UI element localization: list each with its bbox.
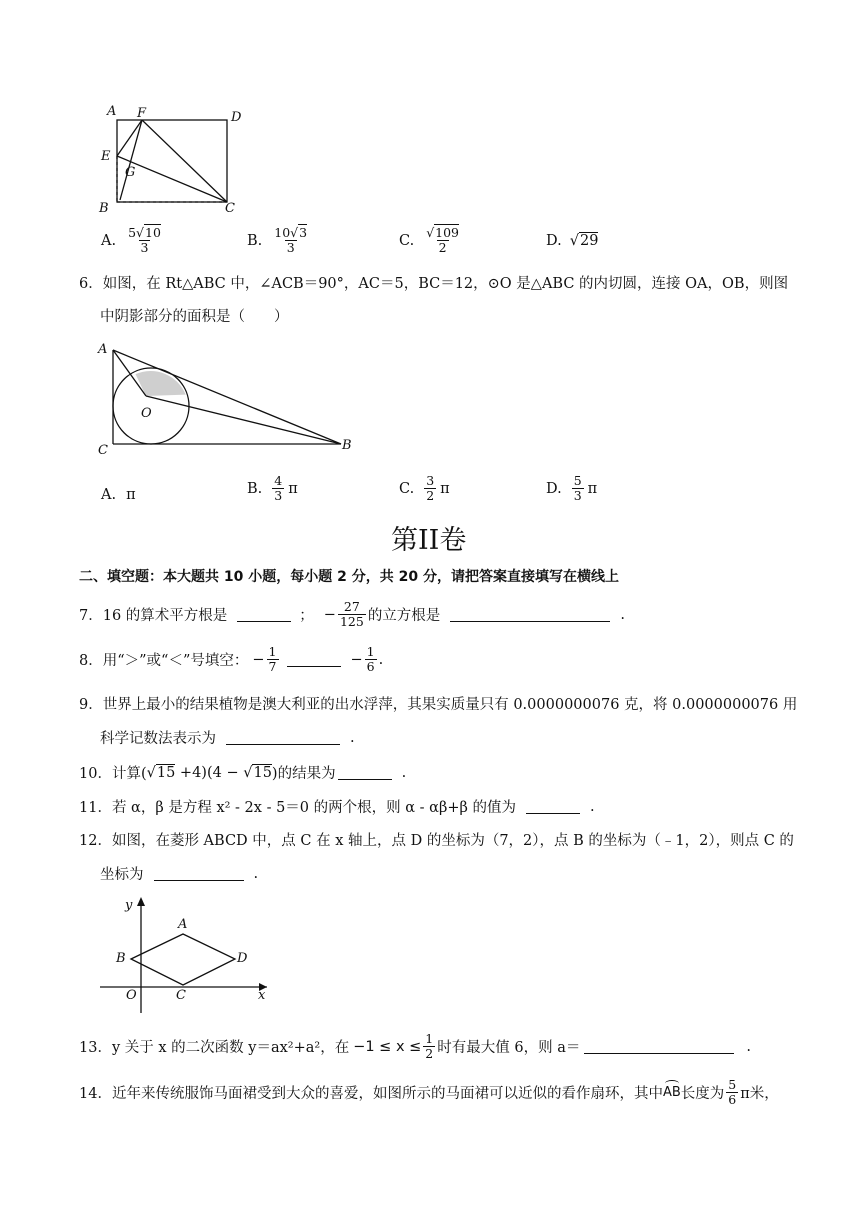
denominator: 3	[573, 488, 582, 504]
denominator: 2	[426, 488, 435, 504]
q14-text-a: 14．近年来传统服饰马面裙受到大众的喜爱，如图所示的马面裙可以近似的看作扇环，其中	[79, 1086, 663, 1103]
q13	[79, 1032, 751, 1062]
q5-option-a	[101, 226, 165, 256]
q5-label-D: D	[231, 110, 242, 125]
q9-line2	[100, 727, 355, 748]
numerator: 5	[573, 473, 582, 488]
q7-text-c: 的立方根是	[367, 608, 441, 625]
q11-blank[interactable]	[526, 799, 580, 814]
q6-option-a	[101, 487, 136, 503]
q10-text-a: 10．计算(	[79, 766, 147, 782]
period: .	[350, 729, 355, 746]
denominator: 3	[286, 240, 295, 256]
fraction	[423, 1032, 435, 1062]
q12-label-C: C	[176, 988, 186, 1003]
q14-text-c: π米，	[740, 1086, 779, 1103]
denominator: 3	[140, 240, 149, 256]
fraction	[272, 474, 284, 504]
radicand: 15	[156, 764, 176, 781]
option-letter: C.	[399, 480, 415, 497]
denominator: 6	[366, 659, 375, 675]
q10-blank[interactable]	[338, 765, 392, 780]
q11-text: 11．若 α，β 是方程 x² - 2x - 5＝0 的两个根，则 α - αβ+β 的值为	[79, 800, 516, 816]
minus-sign: −	[350, 651, 363, 668]
numerator: 5	[728, 1077, 737, 1092]
option-value: π	[126, 487, 136, 503]
inequality: −1 ≤ x ≤	[353, 1038, 422, 1055]
q6-line1: 6．如图，在 Rt△ABC 中，∠ACB＝90°，AC＝5，BC＝12，⊙O 是△ABC 的内切圆，连接 OA，OB，则图	[79, 276, 789, 292]
numerator: 1	[425, 1031, 434, 1046]
fraction	[424, 474, 436, 504]
q7-blank-1[interactable]	[237, 607, 291, 622]
q6-label-B: B	[342, 438, 352, 453]
radicand: 29	[579, 233, 599, 249]
q12-label-y: y	[125, 898, 133, 913]
q5-label-F: F	[137, 106, 147, 121]
q8-text-a: 8．用“＞”或“＜”号填空：	[79, 653, 249, 670]
option-letter: D.	[546, 480, 562, 497]
option-letter: A.	[101, 232, 117, 249]
radicand: 10	[145, 225, 161, 240]
q7-text-a: 7．16 的算术平方根是	[79, 608, 228, 625]
q5-label-B: B	[99, 201, 109, 216]
q12-label-O: O	[126, 988, 137, 1003]
q7-blank-2[interactable]	[450, 607, 610, 622]
q5-label-G: G	[125, 165, 136, 180]
q12-line2	[100, 863, 258, 884]
denominator: 3	[274, 488, 283, 504]
period: .	[378, 651, 384, 668]
q6-label-C: C	[98, 443, 108, 458]
numerator: 1	[366, 644, 375, 659]
q8	[79, 645, 383, 675]
option-letter: B.	[247, 232, 263, 249]
q6-figure	[95, 340, 365, 460]
fraction	[267, 645, 279, 675]
radicand: 109	[435, 225, 460, 240]
pi-symbol: π	[288, 480, 298, 497]
q7	[79, 600, 625, 630]
arc-label: AB	[662, 1085, 681, 1101]
q11	[79, 796, 595, 817]
q13-text-a: 13．y 关于 x 的二次函数 y＝ax²+a²，在	[79, 1040, 350, 1057]
coefficient: 10	[274, 225, 291, 240]
numerator: 3	[426, 473, 435, 488]
q13-blank[interactable]	[584, 1039, 734, 1054]
q10: 10．计算( √15 +4)(4 − √15 )的结果为 .	[79, 762, 406, 783]
fraction: $\frac{10√3}{3}$	[274, 225, 308, 256]
fraction	[572, 474, 584, 504]
option-letter: B.	[247, 480, 263, 497]
q6-line2: 中阴影部分的面积是（ ）	[100, 309, 289, 325]
q6-option-c	[399, 474, 450, 504]
fraction: $\frac{√109}{2}$	[426, 225, 460, 256]
section2-header: 二、填空题：本大题共 10 小题，每小题 2 分，共 20 分，请把答案直接填写在横线上	[79, 569, 619, 585]
q9-blank[interactable]	[226, 730, 340, 745]
arc-mark-icon	[665, 1080, 679, 1087]
q12-blank[interactable]	[154, 866, 244, 881]
q8-blank[interactable]	[287, 652, 341, 667]
q6-option-d	[546, 474, 597, 504]
fraction	[726, 1078, 738, 1108]
q12-text: 坐标为	[100, 867, 144, 883]
q7-text-b: ；	[299, 608, 314, 625]
minus-sign: −	[323, 606, 336, 623]
numerator: 1	[268, 644, 277, 659]
radicand: 3	[299, 225, 308, 240]
q12-label-B: B	[116, 951, 126, 966]
q5-label-E: E	[101, 149, 111, 164]
q10-text-b: +4)(4 −	[175, 764, 244, 781]
option-letter: A.	[101, 487, 117, 503]
q13-text-b: 时有最大值 6，则 a＝	[437, 1040, 581, 1057]
q12-label-D: D	[237, 951, 248, 966]
option-letter: D.	[546, 233, 562, 249]
part2-title: 第II卷	[391, 525, 467, 556]
option-letter: C.	[399, 232, 415, 249]
denominator: 125	[339, 614, 364, 630]
pi-symbol: π	[587, 480, 598, 497]
q6-label-A: A	[98, 342, 108, 357]
fraction	[338, 600, 366, 630]
q9-line1: 9．世界上最小的结果植物是澳大利亚的出水浮萍，其果实质量只有 0.0000000076 克，将 0.0000000076 用	[79, 697, 798, 713]
q6-label-O: O	[141, 406, 152, 421]
period: .	[746, 1038, 751, 1055]
q5-option-c	[399, 226, 463, 256]
q12-line1: 12．如图，在菱形 ABCD 中，点 C 在 x 轴上，点 D 的坐标为（7，2），点 B 的坐标为（﹣1，2），则点 C 的	[79, 833, 794, 849]
q9-text: 科学记数法表示为	[100, 731, 216, 747]
q5-option-b	[247, 226, 311, 256]
q5-label-C: C	[225, 201, 235, 216]
fraction: $\frac{5√10}{3}$	[128, 225, 161, 256]
denominator: 6	[728, 1092, 737, 1108]
period: .	[589, 798, 595, 815]
numerator: 4	[274, 473, 283, 488]
q10-text-c: )的结果为	[271, 766, 336, 782]
q5-label-A: A	[107, 104, 117, 119]
q5-option-d: D. √29	[546, 233, 599, 249]
pi-symbol: π	[440, 480, 450, 497]
period: .	[620, 606, 625, 623]
q14-text-b: 长度为	[680, 1086, 725, 1103]
denominator: 7	[268, 659, 277, 675]
period: .	[401, 764, 407, 781]
q12-label-x: x	[258, 988, 266, 1003]
denominator: 2	[438, 240, 447, 256]
period: .	[253, 865, 259, 882]
arc-ab	[663, 1085, 681, 1100]
numerator: 27	[343, 599, 360, 614]
denominator: 2	[425, 1046, 434, 1062]
q12-label-A: A	[178, 917, 188, 932]
radicand: 15	[253, 764, 272, 781]
coefficient: 5	[128, 225, 137, 240]
fraction	[365, 645, 377, 675]
q6-option-b	[247, 474, 298, 504]
q14	[79, 1078, 779, 1108]
minus-sign: −	[252, 651, 265, 668]
